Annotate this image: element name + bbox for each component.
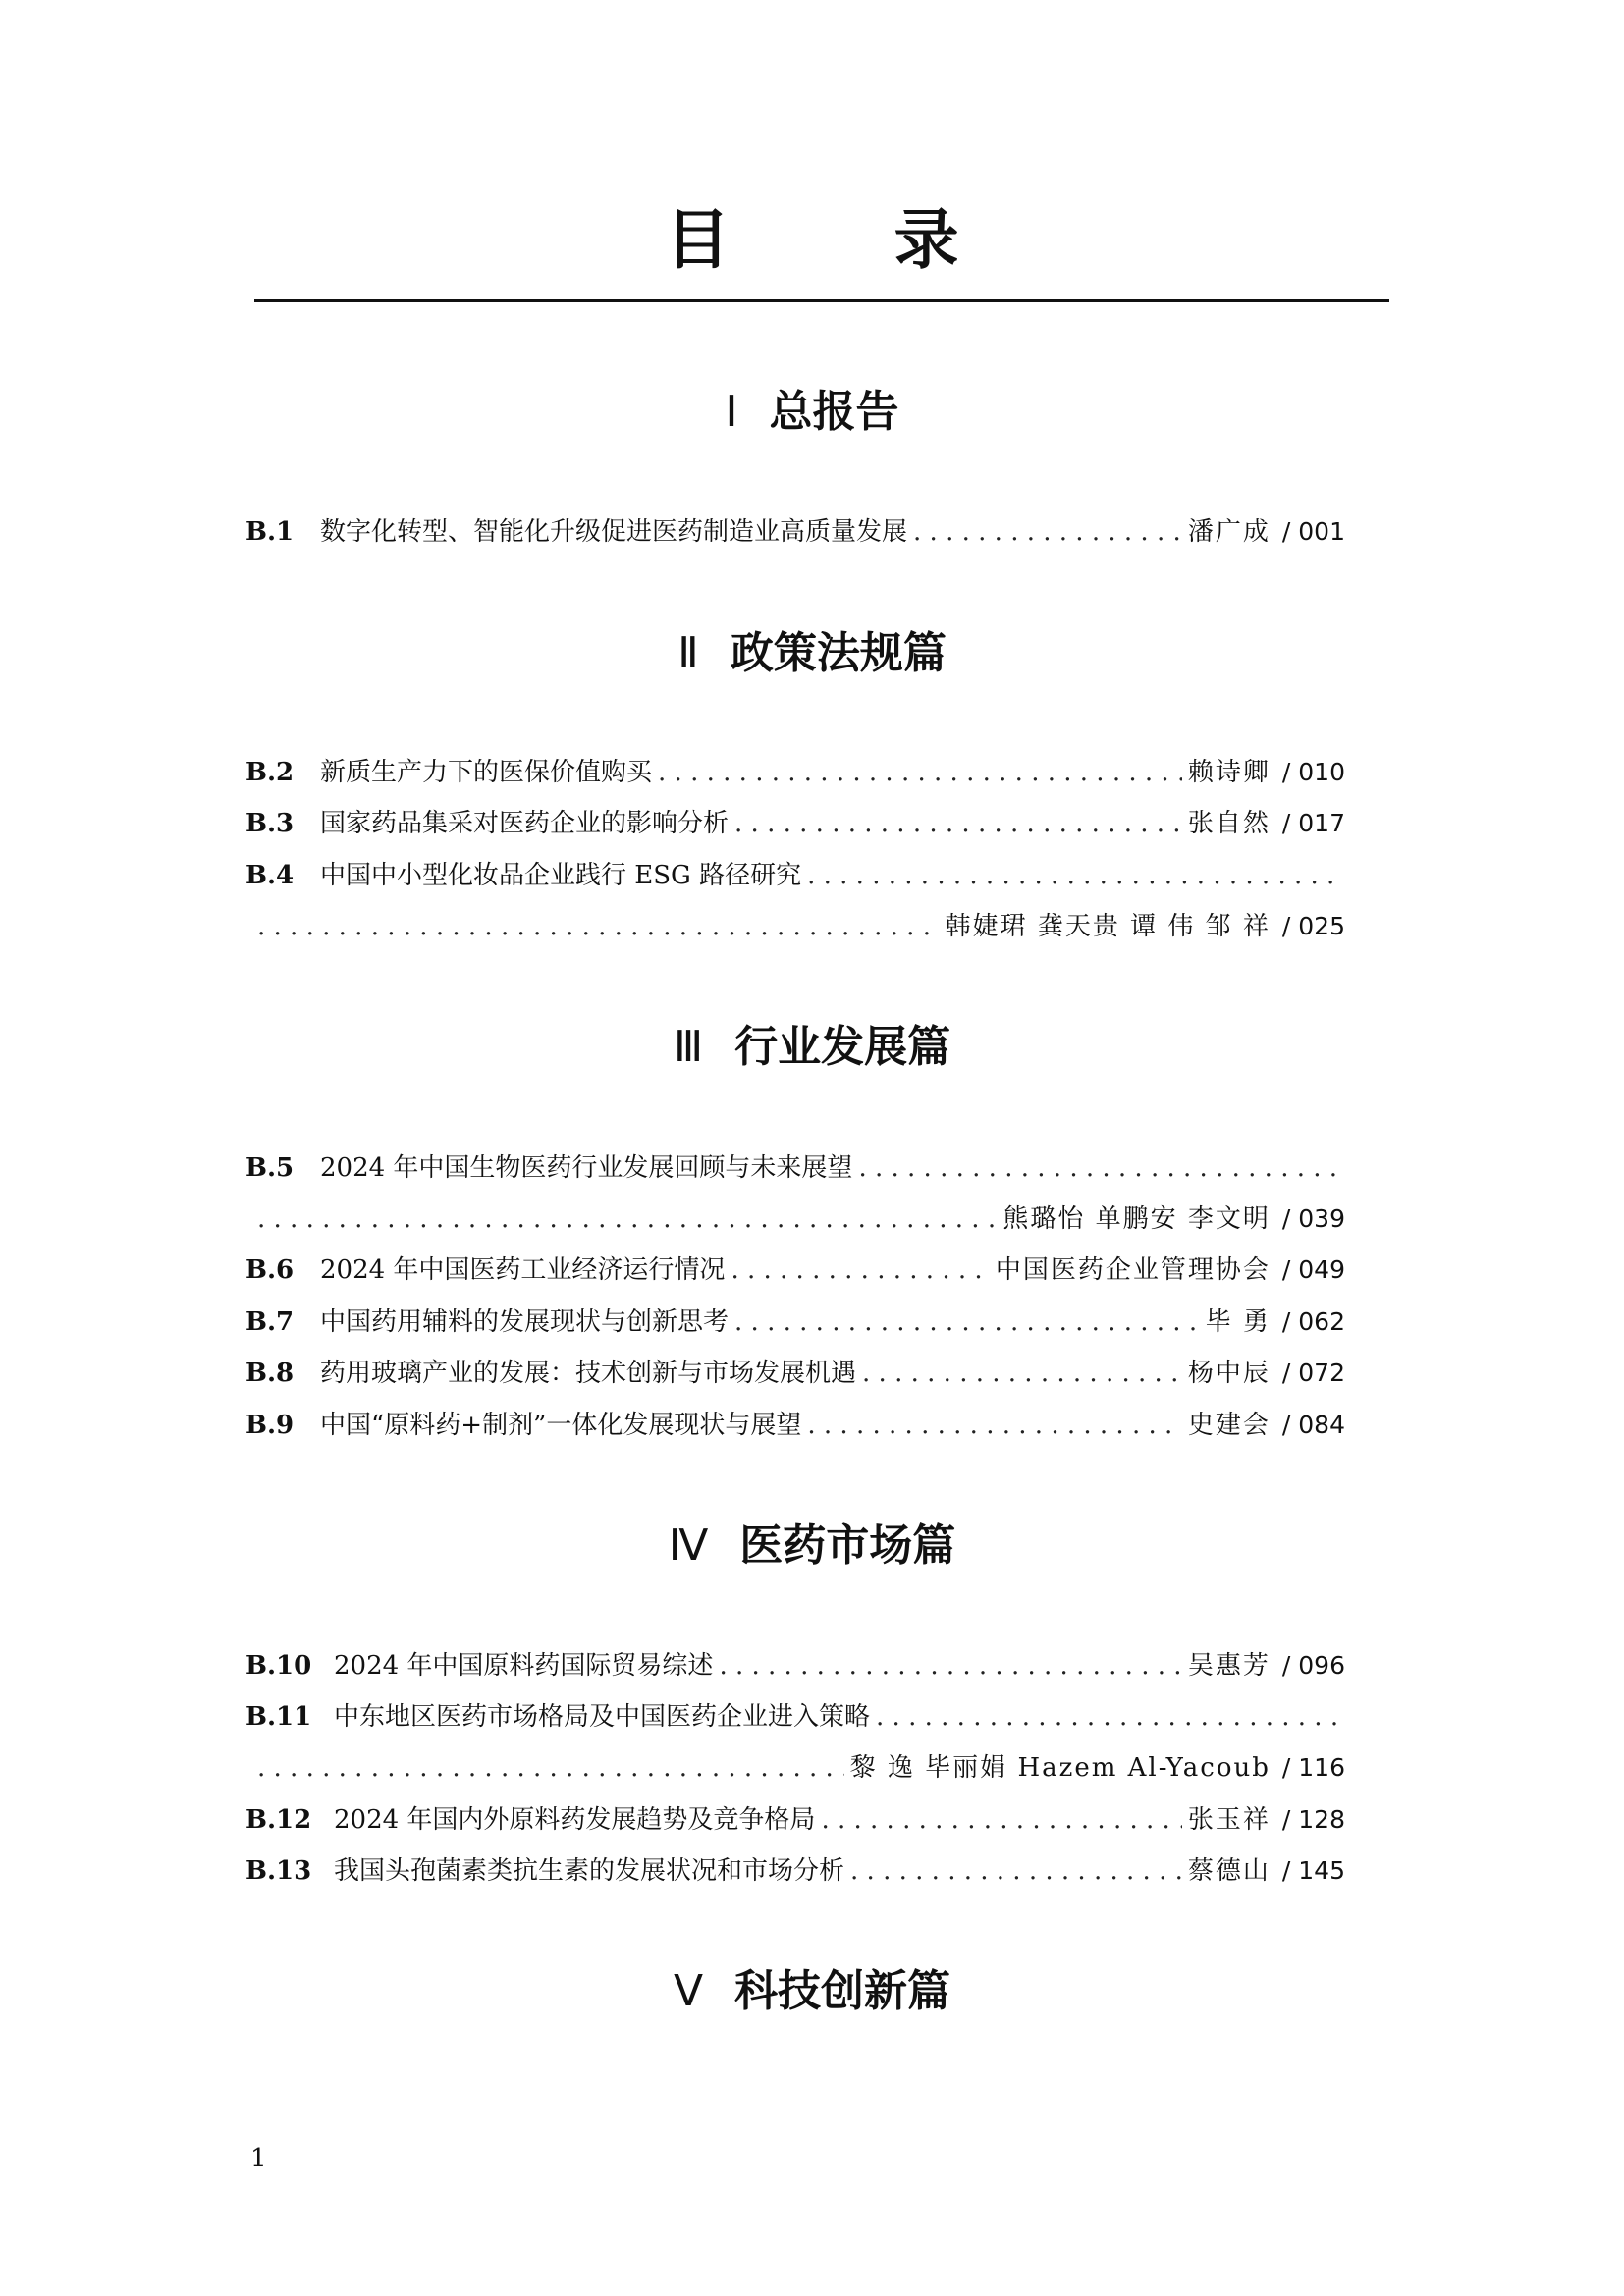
dot-leader: [719, 1646, 1181, 1685]
toc-entry-b5-continuation: [257, 1200, 1345, 1239]
entry-code: B.4: [245, 861, 295, 890]
dot-leader: [821, 1800, 1181, 1840]
entry-page: / 039: [1281, 1204, 1345, 1233]
entry-title[interactable]: 2024 年国内外原料药发展趋势及竞争格局: [334, 1805, 816, 1835]
page-number: 1: [250, 2144, 267, 2173]
entry-author: 史建会: [1187, 1411, 1271, 1440]
section-title: 政策法规篇: [730, 628, 947, 678]
entry-code: B.3: [245, 809, 295, 838]
entry-page: / 049: [1281, 1255, 1345, 1284]
entry-title[interactable]: 中东地区医药市场格局及中国医药企业进入策略: [334, 1702, 871, 1732]
entry-code: B.11: [245, 1702, 312, 1732]
entry-author: 熊璐怡 单鹏安 李文明: [1002, 1204, 1271, 1234]
entry-page: / 010: [1281, 758, 1345, 786]
entry-title[interactable]: 2024 年中国生物医药行业发展回顾与未来展望: [320, 1153, 853, 1183]
dot-leader: [807, 856, 1339, 895]
title-divider: [254, 299, 1389, 302]
dot-leader: [913, 512, 1182, 552]
entry-code: B.8: [245, 1359, 295, 1388]
entry-page: / 062: [1281, 1308, 1345, 1336]
toc-entry-b11-continuation: [257, 1748, 1345, 1788]
page-title: 目 录: [665, 202, 1030, 278]
section-heading-3: [0, 1018, 1624, 1077]
toc-entry-b2[interactable]: [245, 753, 1345, 792]
entry-code: B.9: [245, 1411, 295, 1440]
entry-title[interactable]: 2024 年中国医药工业经济运行情况: [320, 1255, 726, 1285]
entry-author: 黎 逸 毕丽娟 Hazem Al-Yacoub: [849, 1753, 1271, 1783]
section-numeral: Ⅳ: [668, 1521, 709, 1571]
entry-code: B.2: [245, 758, 295, 787]
entry-title[interactable]: 中国“原料药+制剂”一体化发展现状与展望: [320, 1411, 802, 1440]
entry-page: / 017: [1281, 809, 1345, 837]
section-title: 总报告: [769, 387, 899, 437]
entry-page: / 025: [1281, 912, 1345, 940]
entry-code: B.6: [245, 1255, 295, 1285]
entry-code: B.12: [245, 1805, 312, 1835]
section-numeral: Ⅴ: [673, 1966, 704, 2016]
dot-leader: [658, 753, 1182, 792]
section-title: 行业发展篇: [734, 1022, 951, 1072]
entry-author: 赖诗卿: [1187, 758, 1271, 787]
section-heading-1: [0, 383, 1624, 442]
entry-author: 潘广成: [1187, 517, 1271, 547]
toc-entry-b10[interactable]: [245, 1646, 1345, 1685]
entry-title[interactable]: 2024 年中国原料药国际贸易综述: [334, 1651, 714, 1681]
entry-page: / 096: [1281, 1651, 1345, 1680]
entry-author: 张自然: [1187, 809, 1271, 838]
entry-title[interactable]: 国家药品集采对医药企业的影响分析: [320, 809, 730, 838]
entry-code: B.1: [245, 517, 295, 547]
section-numeral: Ⅱ: [677, 628, 699, 678]
entry-author: 中国医药企业管理协会: [995, 1255, 1271, 1285]
toc-entry-b5[interactable]: [245, 1148, 1345, 1188]
dot-leader: [257, 1200, 997, 1239]
entry-title[interactable]: 新质生产力下的医保价值购买: [320, 758, 653, 787]
section-numeral: Ⅲ: [673, 1022, 704, 1072]
entry-code: B.5: [245, 1153, 295, 1183]
entry-page: / 001: [1281, 517, 1345, 546]
entry-author: 吴惠芳: [1187, 1651, 1271, 1681]
section-heading-5: [0, 1962, 1624, 2021]
section-numeral: Ⅰ: [725, 387, 738, 437]
toc-entry-b13[interactable]: [245, 1851, 1345, 1891]
toc-entry-b8[interactable]: [245, 1354, 1345, 1393]
section-title: 科技创新篇: [734, 1966, 951, 2016]
entry-title[interactable]: 中国中小型化妆品企业践行 ESG 路径研究: [320, 861, 802, 890]
toc-entry-b9[interactable]: [245, 1406, 1345, 1445]
toc-entry-b3[interactable]: [245, 804, 1345, 843]
toc-entry-b1[interactable]: [245, 512, 1345, 552]
section-heading-4: [0, 1517, 1624, 1575]
dot-leader: [734, 1303, 1200, 1342]
section-heading-2: [0, 624, 1624, 683]
dot-leader: [862, 1354, 1182, 1393]
toc-entry-b4-continuation: [257, 907, 1345, 946]
toc-entry-b12[interactable]: [245, 1800, 1345, 1840]
dot-leader: [858, 1148, 1339, 1188]
entry-code: B.13: [245, 1856, 312, 1886]
entry-author: 杨中辰: [1187, 1359, 1271, 1388]
entry-page: / 145: [1281, 1856, 1345, 1885]
dot-leader: [731, 1251, 989, 1290]
dot-leader: [850, 1851, 1182, 1891]
entry-page: / 072: [1281, 1359, 1345, 1387]
toc-entry-b6[interactable]: [245, 1251, 1345, 1290]
toc-entry-b4[interactable]: [245, 856, 1345, 895]
entry-page: / 128: [1281, 1805, 1345, 1834]
toc-entry-b7[interactable]: [245, 1303, 1345, 1342]
entry-author: 蔡德山: [1187, 1856, 1271, 1886]
dot-leader: [734, 804, 1182, 843]
entry-page: / 116: [1281, 1753, 1345, 1782]
entry-author: 张玉祥: [1187, 1805, 1271, 1835]
entry-author: 毕 勇: [1205, 1308, 1271, 1337]
toc-entry-b11[interactable]: [245, 1697, 1345, 1736]
entry-title[interactable]: 数字化转型、智能化升级促进医药制造业高质量发展: [320, 517, 908, 547]
dot-leader: [257, 907, 940, 946]
entry-code: B.7: [245, 1308, 295, 1337]
dot-leader: [876, 1697, 1339, 1736]
dot-leader: [807, 1406, 1182, 1445]
entry-author: 韩婕珺 龚天贵 谭 伟 邹 祥: [945, 912, 1271, 941]
entry-title[interactable]: 我国头孢菌素类抗生素的发展状况和市场分析: [334, 1856, 845, 1886]
section-title: 医药市场篇: [739, 1521, 956, 1571]
entry-code: B.10: [245, 1651, 312, 1681]
entry-title[interactable]: 中国药用辅料的发展现状与创新思考: [320, 1308, 730, 1337]
entry-title[interactable]: 药用玻璃产业的发展：技术创新与市场发展机遇: [320, 1359, 857, 1388]
dot-leader: [257, 1748, 844, 1788]
entry-page: / 084: [1281, 1411, 1345, 1439]
